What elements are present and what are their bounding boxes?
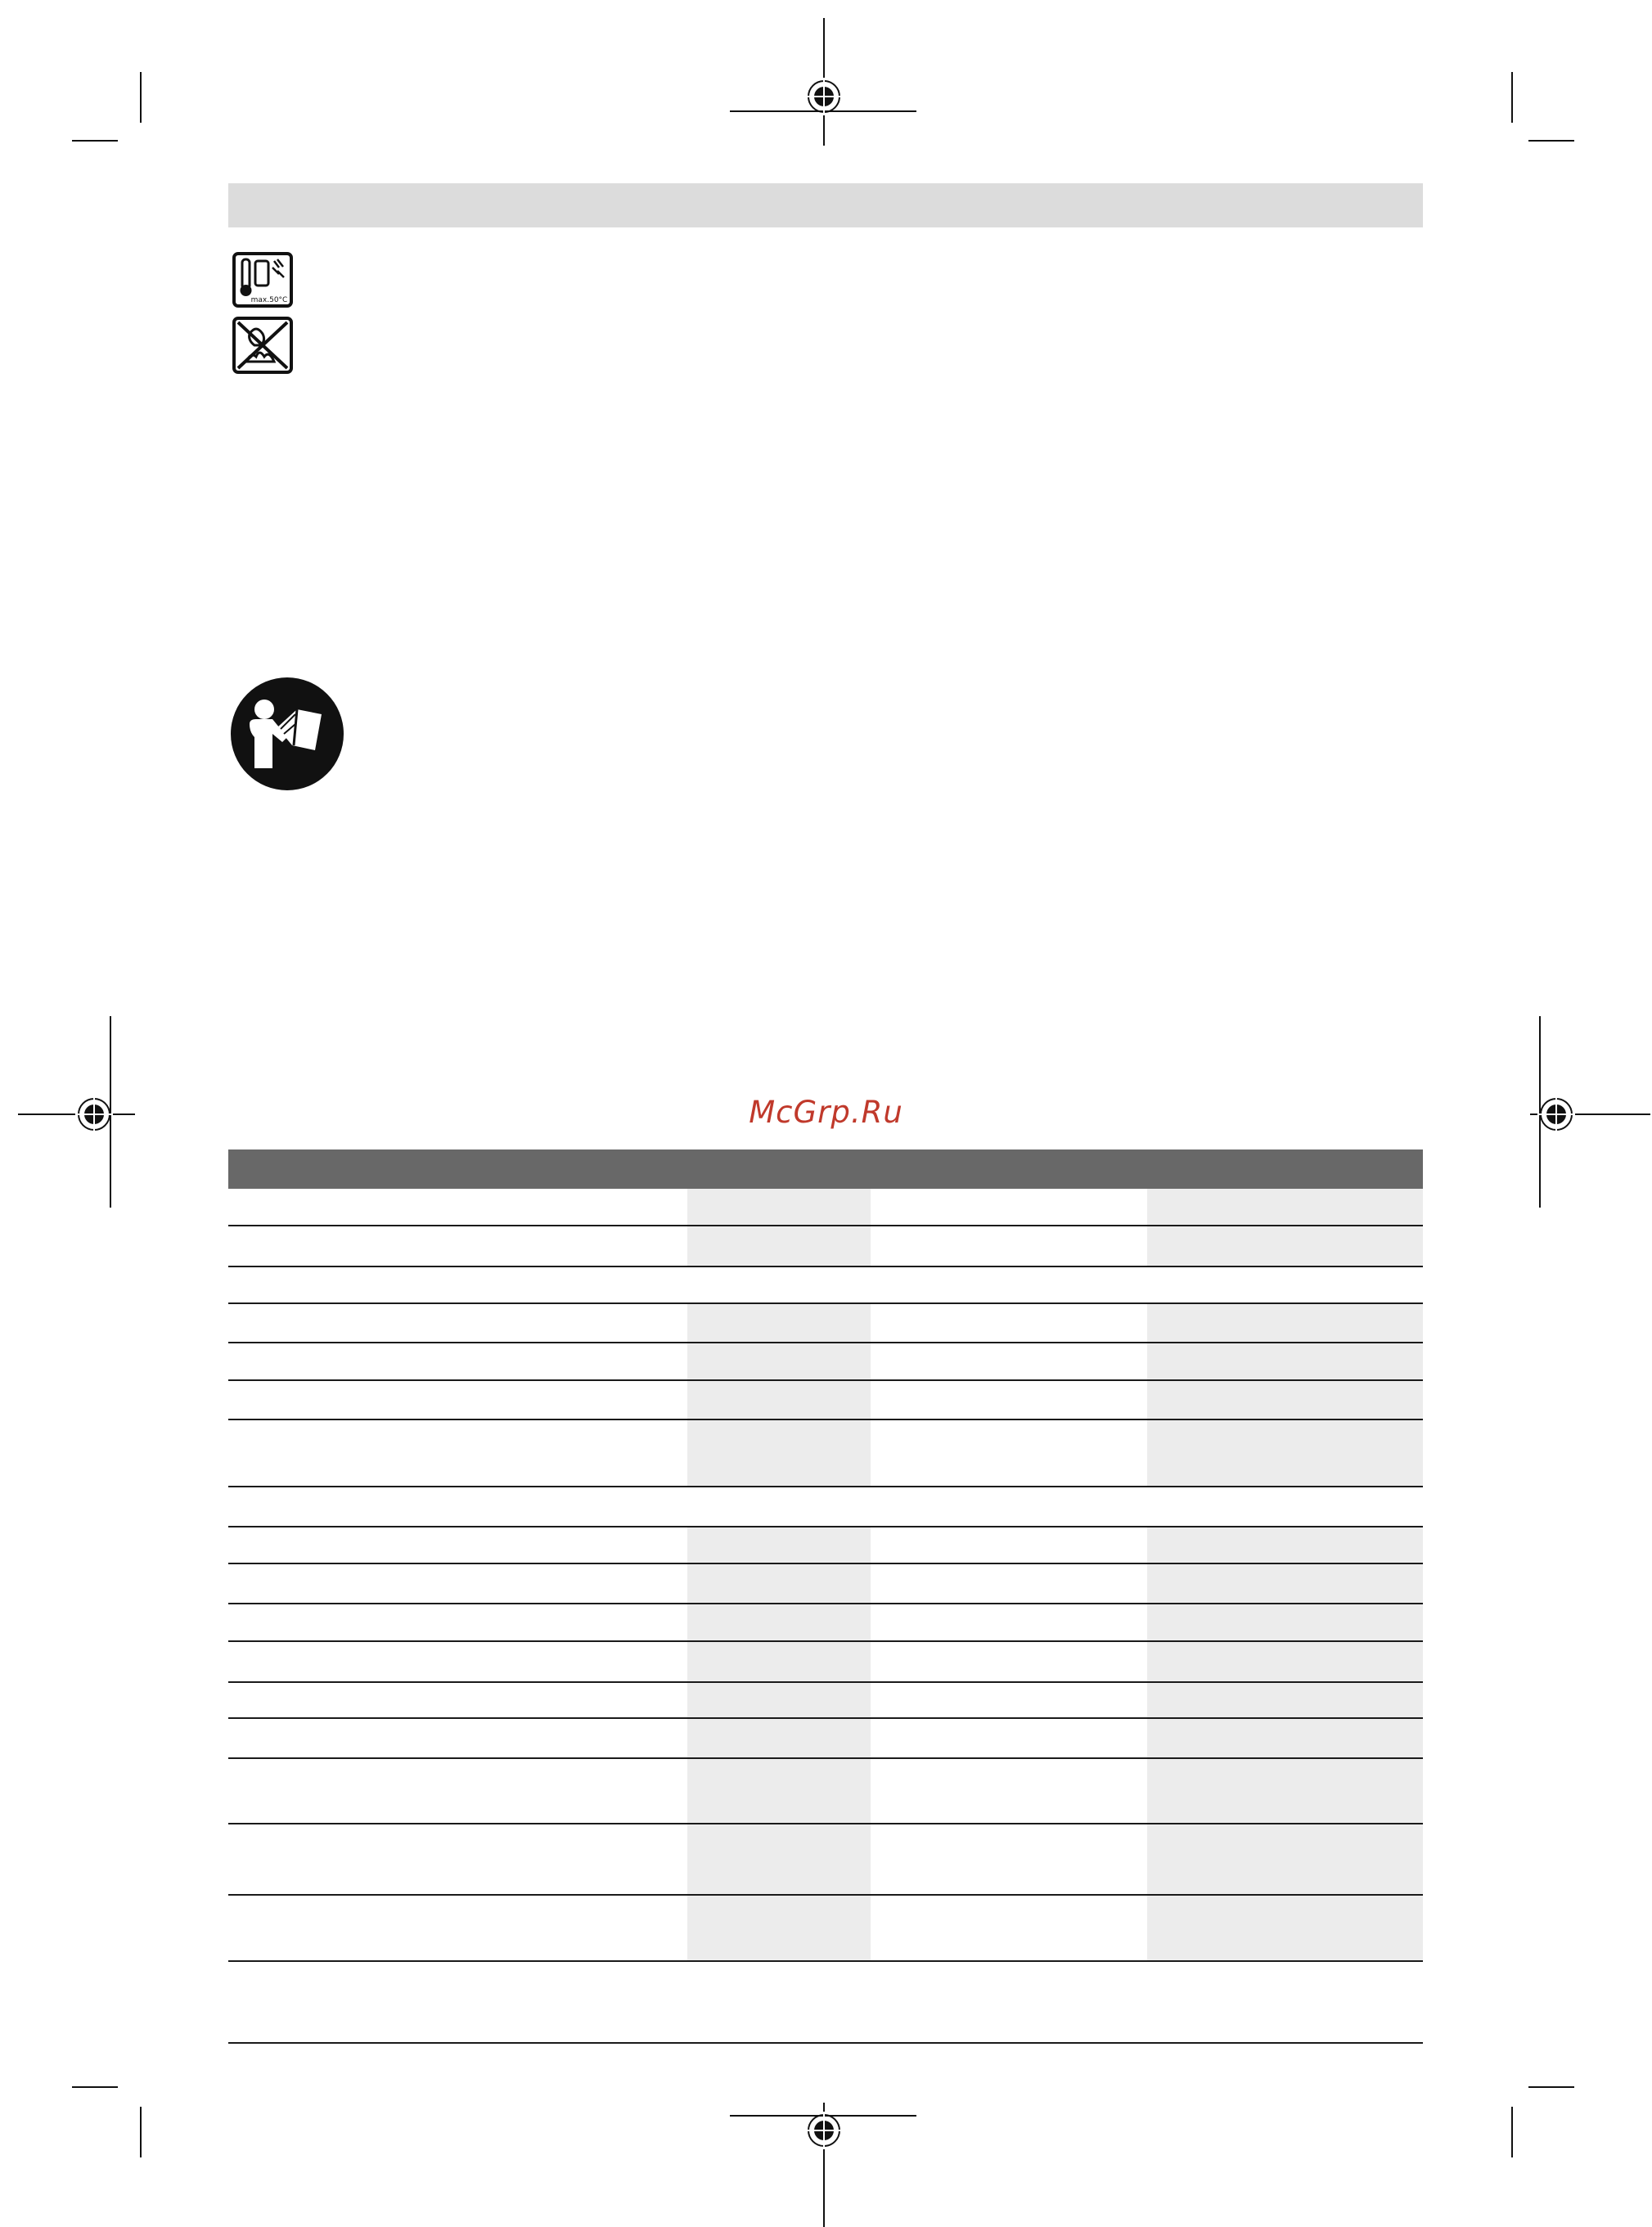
registration-target-bottom (728, 2086, 925, 2227)
table-row-divider (228, 1603, 1423, 1604)
table-cell-shaded (687, 1527, 871, 1961)
table-column-separator (1144, 1189, 1147, 2044)
table-cell-shaded (1147, 1303, 1423, 1487)
table-row-divider (228, 1960, 1423, 1962)
section-header-bar (228, 183, 1423, 227)
max-temperature-icon (232, 251, 294, 308)
max-temperature-label: max.50°C (250, 296, 288, 304)
table-row-divider (228, 1640, 1423, 1642)
no-fire-icon (232, 316, 294, 375)
table-header-row (228, 1149, 1423, 1189)
table-cell-shaded (1147, 1527, 1423, 1961)
table-column-separator (684, 1189, 687, 2044)
table-row-divider (228, 1681, 1423, 1683)
table-row-divider (228, 1526, 1423, 1527)
table-row-divider (228, 1302, 1423, 1304)
table-row-divider (228, 1266, 1423, 1267)
table-row-divider (228, 1823, 1423, 1824)
table-row-divider (228, 1486, 1423, 1487)
table-cell-shaded (1147, 1189, 1423, 1266)
table-row-divider (228, 1894, 1423, 1896)
table-row-divider (228, 1563, 1423, 1564)
table-cell-shaded (687, 1303, 871, 1487)
table-row-divider (228, 1717, 1423, 1719)
table-row-divider (228, 1342, 1423, 1343)
watermark-text: McGrp.Ru (749, 1095, 903, 1130)
read-manual-icon (230, 677, 344, 791)
table-cell-shaded (687, 1189, 871, 1266)
table-row-divider (228, 1419, 1423, 1420)
registration-target-top (728, 16, 925, 205)
table-row-divider (228, 1225, 1423, 1226)
table-bottom-border (228, 2042, 1423, 2044)
table-column-separator (871, 1189, 874, 2044)
table-row-divider (228, 1379, 1423, 1381)
table-row-divider (228, 1757, 1423, 1759)
